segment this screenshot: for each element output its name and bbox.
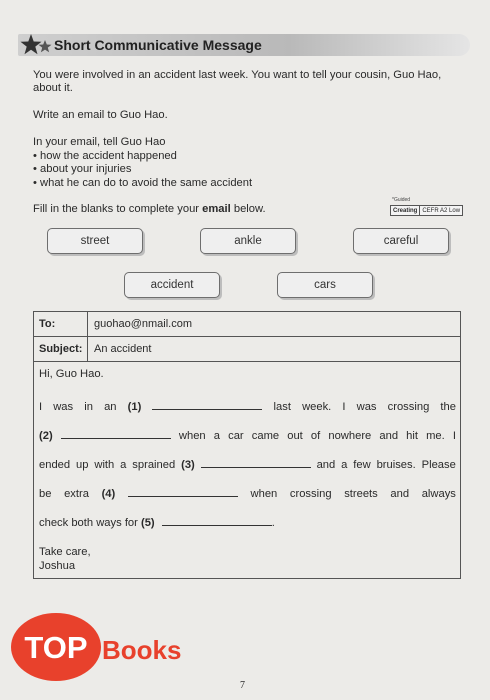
guided-label: *Guided (392, 197, 411, 203)
greeting: Hi, Guo Hao. (39, 368, 104, 380)
page-number: 7 (240, 680, 245, 691)
word-box-careful: careful (353, 228, 449, 254)
stars-icon (20, 33, 54, 57)
bullet-2: • about your injuries (33, 163, 132, 175)
subject-label: Subject: (34, 337, 88, 361)
intro-line-2: about it. (33, 82, 73, 94)
word-box-cars: cars (277, 272, 373, 298)
blank-2[interactable] (61, 429, 171, 439)
email-line-3: ended up with a sprained (3) and a few bruises. Please (39, 459, 456, 471)
email-line-4: be extra (4) when crossing streets and always (39, 488, 456, 500)
word-box-street: street (47, 228, 143, 254)
section-title: Short Communicative Message (54, 37, 262, 53)
level-badge-creating: Creating (393, 207, 418, 214)
instruction: Write an email to Guo Hao. (33, 109, 168, 121)
fill-instruction: Fill in the blanks to complete your email below. (33, 203, 266, 215)
level-badge-cefr: CEFR A2 Low (422, 207, 461, 214)
subject-value: An accident (94, 343, 152, 355)
bullet-3: • what he can do to avoid the same accident (33, 177, 253, 189)
to-label: To: (34, 312, 88, 336)
blank-4[interactable] (128, 487, 238, 497)
blank-3[interactable] (201, 458, 311, 468)
word-box-accident: accident (124, 272, 220, 298)
subject-row (34, 337, 460, 362)
blank-5[interactable] (162, 516, 272, 526)
to-value: guohao@nmail.com (94, 318, 192, 330)
email-form (33, 311, 461, 579)
sign-off: Take care, (39, 546, 91, 558)
intro-line-1: You were involved in an accident last week. You want to tell your cousin, Guo Hao, (33, 69, 442, 81)
logo-top-text: TOP (24, 630, 88, 665)
to-row (34, 312, 460, 337)
email-line-5: check both ways for (5) . (39, 517, 275, 529)
blank-1[interactable] (152, 400, 262, 410)
topbooks-logo (10, 612, 195, 682)
word-box-ankle: ankle (200, 228, 296, 254)
email-line-2: (2) when a car came out of nowhere and hit me. I (39, 430, 456, 442)
email-line-1: I was in an (1) last week. I was crossing the (39, 401, 456, 413)
logo-books-text: Books (102, 635, 182, 665)
level-badge (390, 205, 463, 216)
bullet-1: • how the accident happened (33, 150, 177, 162)
signature-name: Joshua (39, 560, 76, 572)
tell-line: In your email, tell Guo Hao (33, 136, 166, 148)
